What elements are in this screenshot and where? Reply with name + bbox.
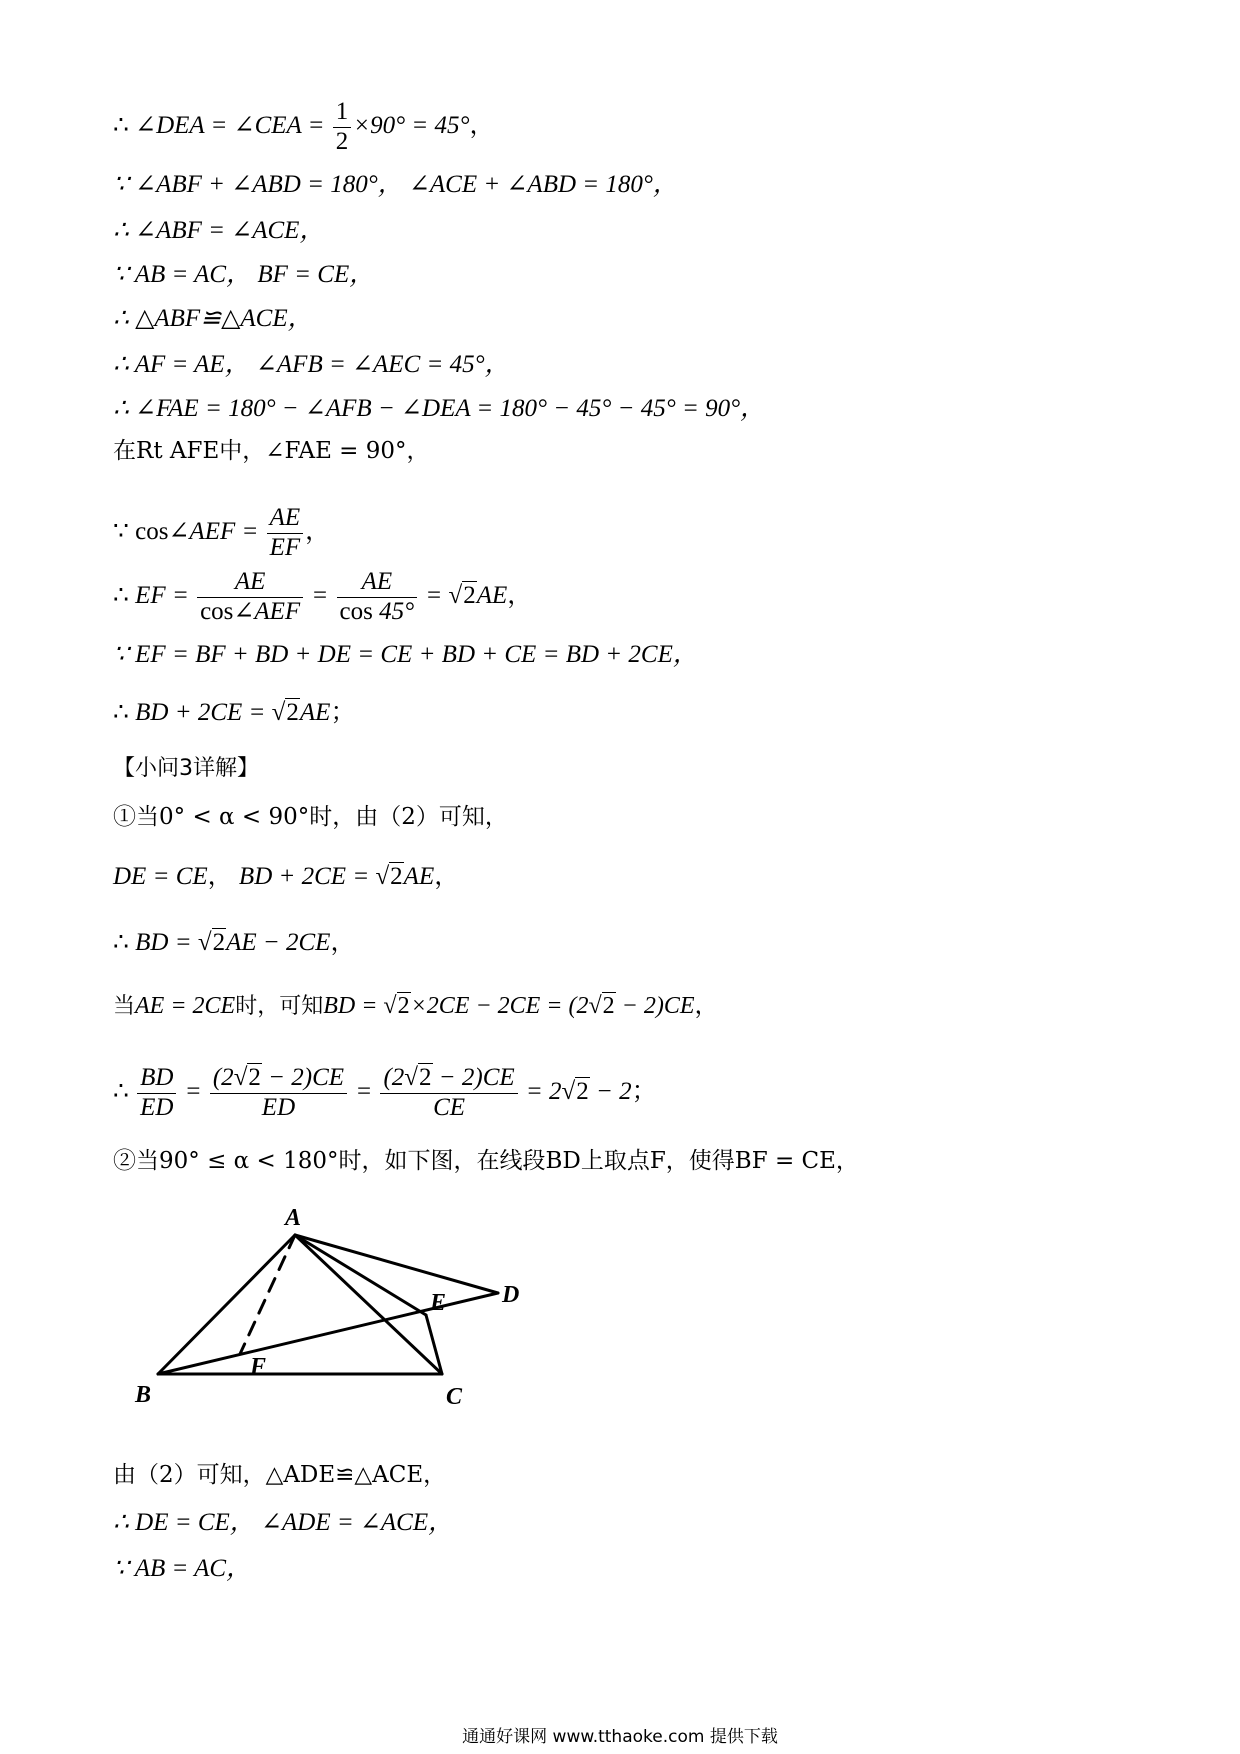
proof-line-18-render: ∴ $\frac{BD}{ED}$ = $\frac{(2√2 - 2)CE}{ED}$ = $\frac{(2√2 - 2)CE}{CE}$ = 2√2 − 2； [113, 1064, 657, 1121]
proof-line-19: ②当90° ≤ α < 180°时，如下图，在线段BD上取点F，使得BF = CE， [113, 1148, 859, 1174]
proof-line-20: 由（2）可知，△ADE≌△ACE， [113, 1462, 447, 1488]
proof-line-14: ①当0° < α < 90°时，由（2）可知， [113, 804, 508, 830]
section-heading: 【小问3详解】 [113, 756, 259, 781]
label-A: A [285, 1205, 302, 1231]
geometry-figure [130, 1190, 550, 1420]
proof-line-12-render: ∴ BD + 2CE = √2AE； [113, 699, 356, 726]
page-footer: 通通好课网 www.tthaoke.com 提供下载 [462, 1727, 778, 1747]
label-F: F [250, 1354, 267, 1380]
label-E: E [430, 1290, 447, 1316]
segment-BD [158, 1293, 498, 1374]
proof-line-2: ∵ ∠ABF + ∠ABD = 180°， ∠ACE + ∠ABD = 180°， [113, 171, 678, 198]
proof-line-11: ∵ EF = BF + BD + DE = CE + BD + CE = BD + 2CE， [113, 641, 698, 668]
label-D: D [502, 1282, 520, 1308]
proof-line-5: ∴ △ABF≌△ACE， [113, 305, 313, 332]
proof-line-9-render: ∵ cos∠AEF = $\frac{AE}{EF}$ ， [113, 504, 331, 561]
label-B: B [135, 1382, 152, 1408]
proof-line-22: ∵ AB = AC， [113, 1555, 252, 1582]
segment-AB [158, 1235, 295, 1374]
label-C: C [446, 1384, 463, 1410]
proof-line-6: ∴ AF = AE， ∠AFB = ∠AEC = 45°， [113, 351, 510, 378]
proof-line-10-render: ∴ EF = $\frac{AE}{\text{cos∠AEF}}$ = $\frac{AE}{\cos 45^\circ}$ = √2AE， [113, 568, 533, 625]
proof-line-16-render: ∴ BD = √2AE − 2CE， [113, 929, 356, 956]
proof-line-17-render: 当AE = 2CE时，可知BD = √2×2CE − 2CE = (2√2 − 2)CE， [113, 993, 719, 1019]
proof-line-3: ∴ ∠ABF = ∠ACE， [113, 217, 325, 244]
proof-line-4: ∵ AB = AC， BF = CE， [113, 261, 375, 288]
proof-line-1-render: ∴ ∠DEA = ∠CEA = $\frac{1}{2}$ ×90° = 45°， [113, 98, 495, 155]
segment-AF-dashed [240, 1235, 295, 1354]
segment-AE [295, 1235, 426, 1315]
proof-line-7: ∴ ∠FAE = 180° − ∠AFB − ∠DEA = 180° − 45° − 45° = 90°， [113, 395, 766, 422]
proof-line-8: 在Rt AFE中，∠FAE = 90°， [113, 438, 430, 464]
proof-line-21: ∴ DE = CE， ∠ADE = ∠ACE， [113, 1509, 454, 1536]
proof-line-15-render: DE = CE， BD + 2CE = √2AE， [113, 863, 460, 890]
